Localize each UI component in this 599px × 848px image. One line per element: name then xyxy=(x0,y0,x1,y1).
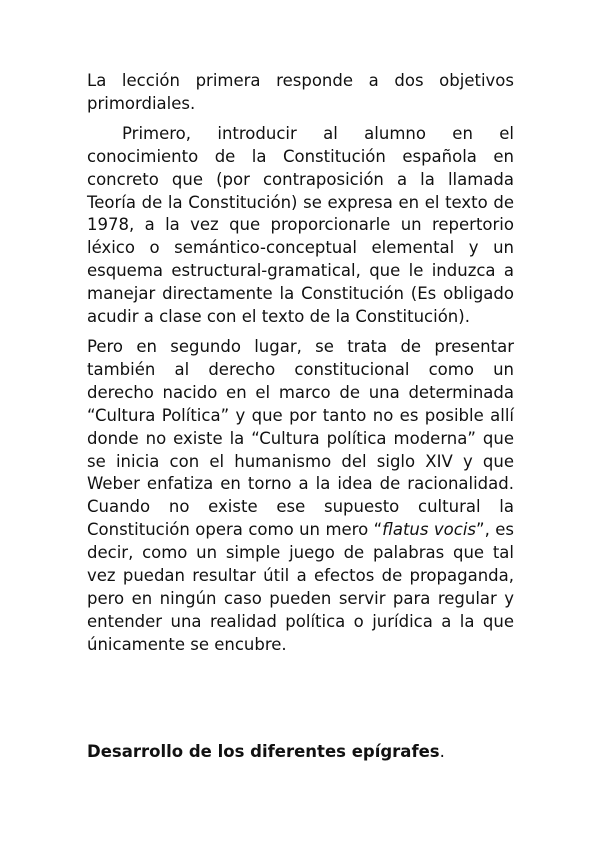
paragraph-objectives: La lección primera responde a dos objetivos primordiales. xyxy=(87,71,514,113)
paragraph-second-text-b: ”, es decir, como un simple juego de palabras que tal vez puedan resultar útil a efectos de propaganda, pero en ningún caso pueden servir para regular y entender una realidad política o jurídica a la que únicamente se encubre. xyxy=(87,520,514,654)
paragraph-second-text-a: Pero en segundo lugar, se trata de presentar también al derecho constitucional como un derecho nacido en el marco de una determinada “Cultura Política” y que por tanto no es posible allí donde no existe la “Cultura política moderna” que se inicia con el humanismo del siglo XIV y que Weber enfatiza en torno a la idea de racionalidad. Cuando no existe ese supuesto cultural la Constitución opera como un mero “ xyxy=(87,336,514,540)
section-heading xyxy=(87,741,445,764)
paragraph-first-objective: Primero, introducir al alumno en el conocimiento de la Constitución española en concreto que (por contraposición a la llamada Teoría de la Constitución) se expresa en el texto de 1978, a la vez que proporcionarle un repertorio léxico o semántico-conceptual elemental y un esquema estructural-gramatical, que le induzca a manejar directamente la Constitución (Es obligado acudir a clase con el texto de la Constitución). xyxy=(87,123,514,327)
section-heading-period: . xyxy=(439,742,445,761)
section-heading-text: Desarrollo de los diferentes epígrafes xyxy=(87,742,440,761)
paragraph-second-objective xyxy=(87,336,514,657)
latin-phrase: flatus vocis xyxy=(382,520,477,540)
document-page xyxy=(87,70,514,761)
